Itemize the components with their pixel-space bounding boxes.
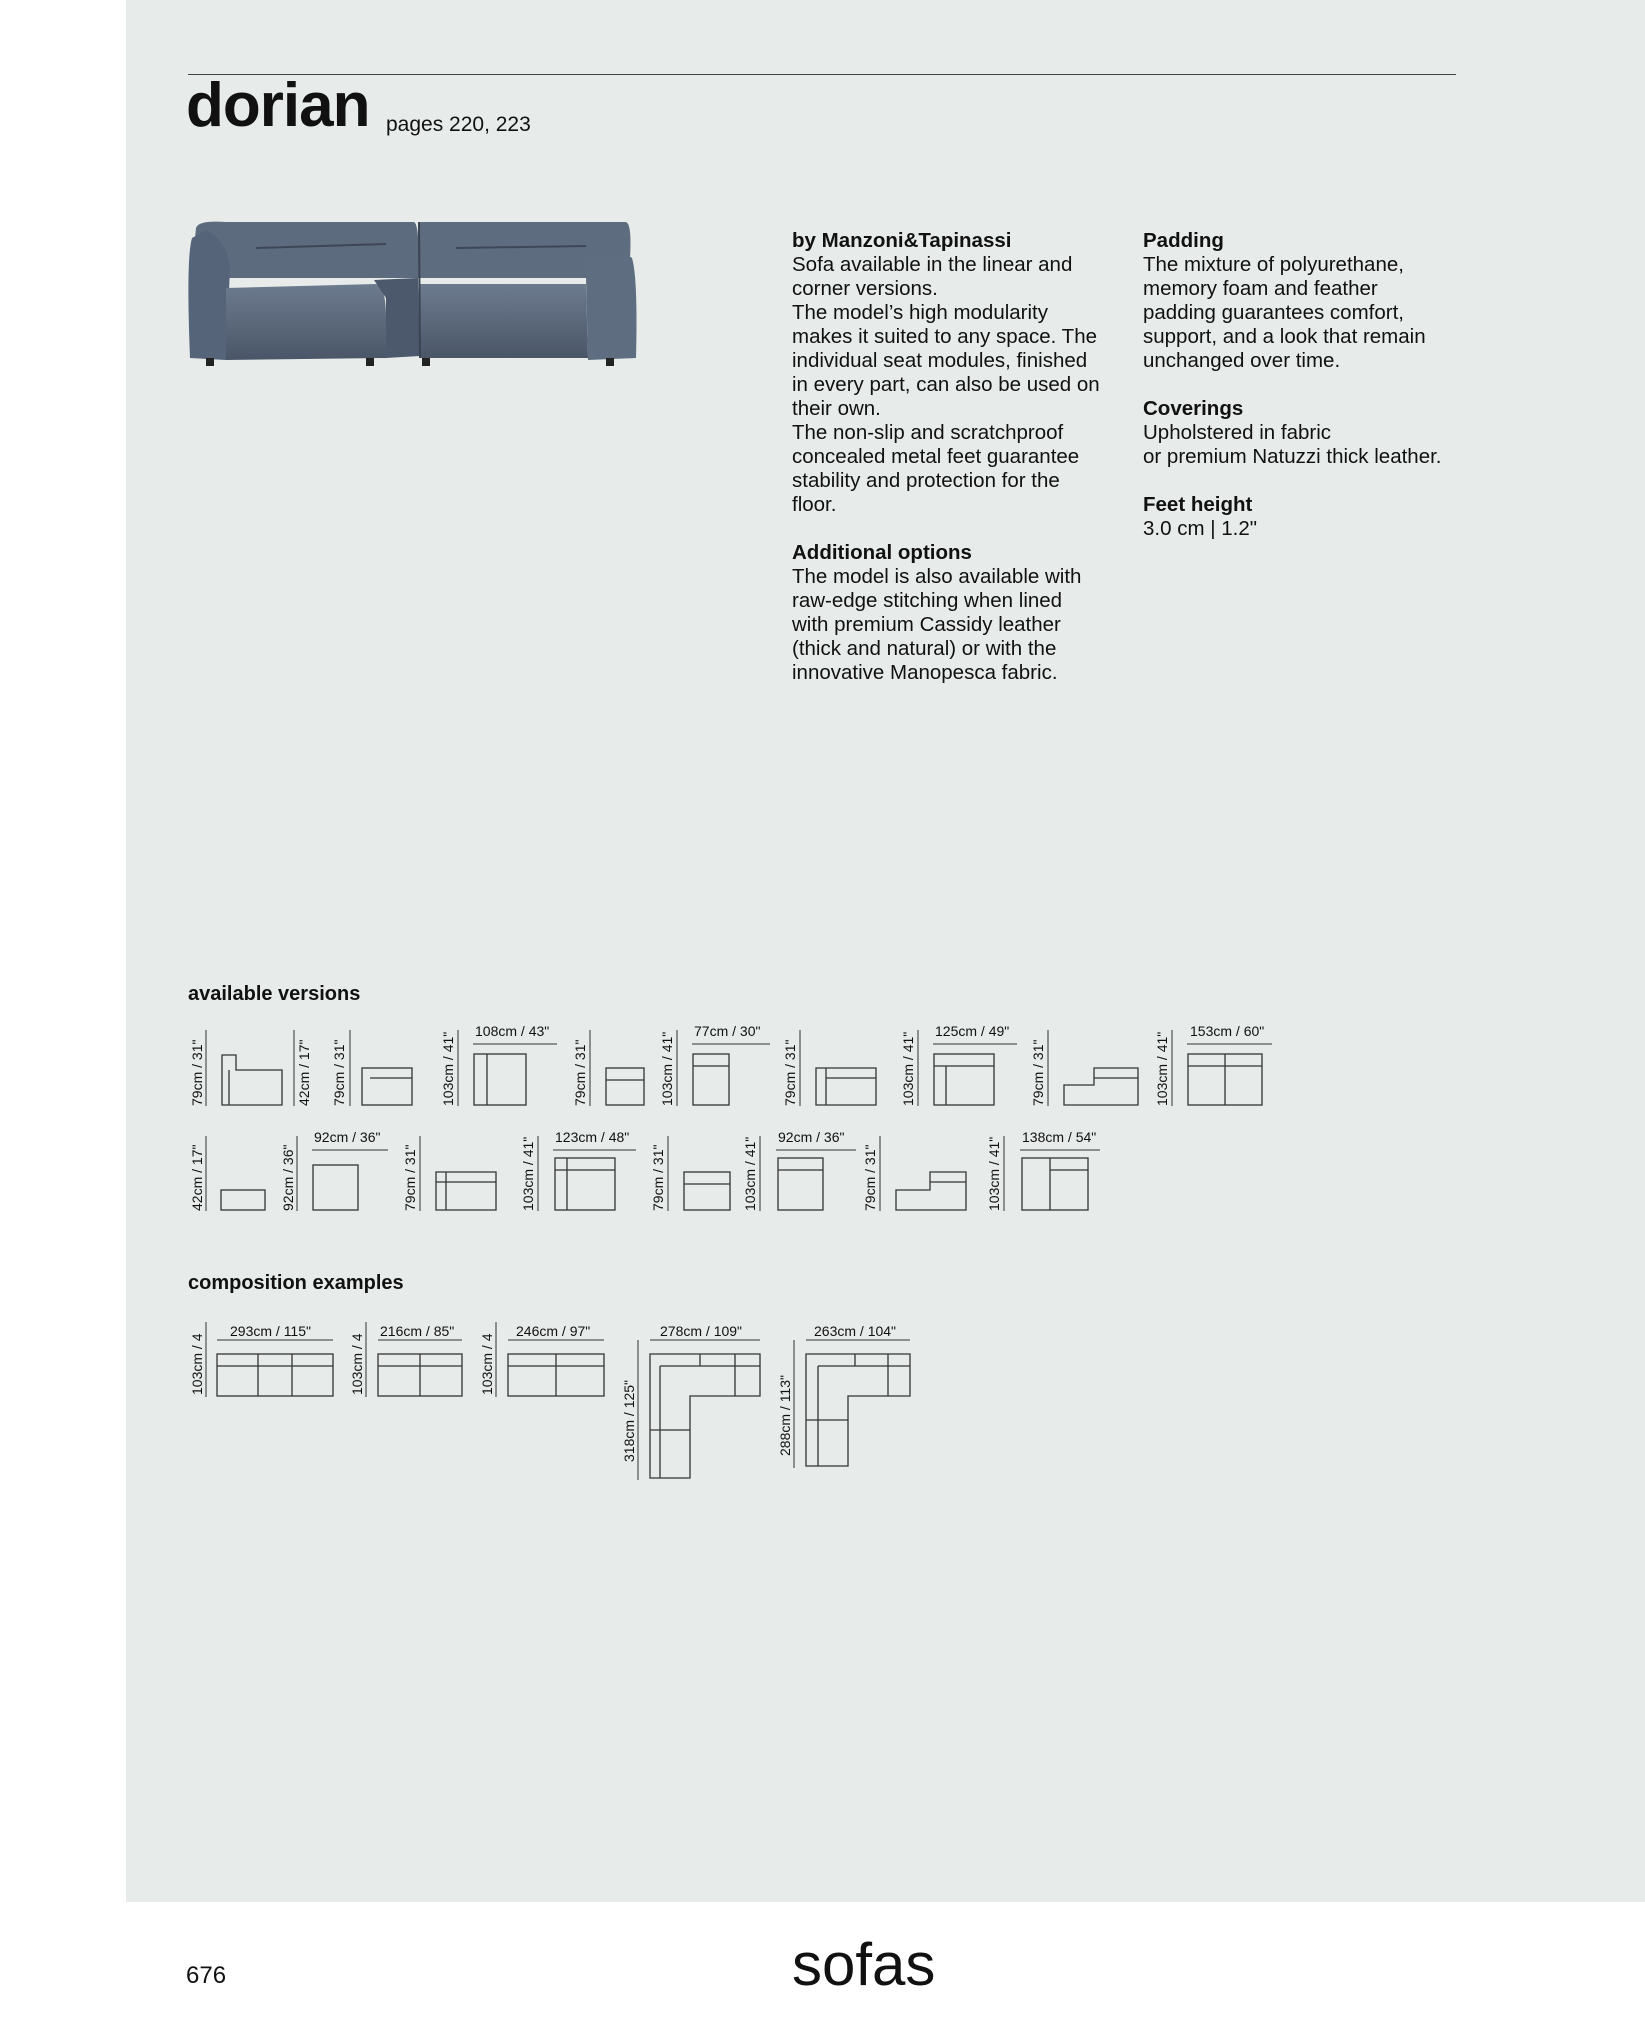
options-line: raw-edge stitching when lined [792,589,1063,612]
dimension-label: 79cm / 31" [331,1039,347,1106]
composition-drawing [650,1354,760,1478]
dimension-label: 79cm / 31" [189,1039,205,1106]
coverings-line: or premium Natuzzi thick leather. [1143,445,1442,468]
designer-credit: by Manzoni&Tapinassi [792,229,1012,252]
description-line: makes it suited to any space. The [792,325,1098,348]
dimension-label: 288cm / 113" [777,1375,793,1456]
dimension-label: 246cm / 97" [516,1323,591,1339]
feet-value: 3.0 cm | 1.2" [1143,517,1258,540]
dimension-label: 103cm / 4 [189,1333,205,1395]
dimension-label: 42cm / 17" [189,1144,205,1211]
options-line: innovative Manopesca fabric. [792,661,1058,684]
module-drawing [1188,1054,1262,1105]
composition-drawing [217,1354,333,1396]
dimension-label: 125cm / 49" [935,1023,1010,1039]
module-drawing [1064,1068,1138,1105]
module-drawing [606,1068,644,1105]
description-line: in every part, can also be used on [792,373,1100,396]
dimension-label: 103cm / 41" [986,1136,1002,1211]
page-title: dorian [186,71,370,140]
options-heading: Additional options [792,541,972,564]
options-line: (thick and natural) or with the [792,637,1057,660]
module-drawing [221,1190,265,1210]
padding-line: support, and a look that remain [1143,325,1426,348]
description-line: floor. [792,493,837,516]
dimension-label: 103cm / 41" [520,1136,536,1211]
dimension-label: 138cm / 54" [1022,1129,1097,1145]
padding-heading: Padding [1143,229,1224,252]
dimension-label: 79cm / 31" [782,1039,798,1106]
dimension-label: 103cm / 41" [440,1031,456,1106]
description-line: The model’s high modularity [792,301,1048,324]
dimension-label: 103cm / 41" [742,1136,758,1211]
padding-line: memory foam and feather [1143,277,1378,300]
section-title: sofas [792,1931,936,1998]
dimension-label: 79cm / 31" [862,1144,878,1211]
dimension-label: 92cm / 36" [280,1144,296,1211]
dimension-label: 123cm / 48" [555,1129,630,1145]
dimension-label: 278cm / 109" [660,1323,743,1339]
module-drawing [816,1068,876,1105]
module-drawing [693,1054,729,1105]
options-line: The model is also available with [792,565,1082,588]
module-drawing [1022,1158,1088,1210]
module-drawing [555,1158,615,1210]
dimension-label: 79cm / 31" [572,1039,588,1106]
module-drawing [362,1068,412,1105]
dimension-label: 92cm / 36" [778,1129,845,1145]
module-drawing [474,1054,526,1105]
padding-line: unchanged over time. [1143,349,1341,372]
composition-drawing [508,1354,604,1396]
module-drawing [778,1158,823,1210]
dimension-label: 263cm / 104" [814,1323,897,1339]
padding-line: The mixture of polyurethane, [1143,253,1404,276]
coverings-line: Upholstered in fabric [1143,421,1332,444]
options-line: with premium Cassidy leather [792,613,1061,636]
composition-drawing [378,1354,462,1396]
module-drawing [684,1172,730,1210]
description-line: individual seat modules, finished [792,349,1088,372]
dimension-label: 79cm / 31" [1030,1039,1046,1106]
dimension-label: 77cm / 30" [694,1023,761,1039]
module-drawing [934,1054,994,1105]
dimension-label: 103cm / 41" [900,1031,916,1106]
description-line: stability and protection for the [792,469,1060,492]
module-drawing [436,1172,496,1210]
dimension-label: 92cm / 36" [314,1129,381,1145]
dimension-label: 79cm / 31" [402,1144,418,1211]
coverings-heading: Coverings [1143,397,1244,420]
module-drawing [313,1165,358,1210]
description-line: their own. [792,397,881,420]
dimension-label: 103cm / 4 [349,1333,365,1395]
page-reference: pages 220, 223 [386,113,531,136]
dimension-label: 216cm / 85" [380,1323,455,1339]
description-line: Sofa available in the linear and [792,253,1073,276]
dimension-label: 103cm / 41" [1154,1031,1170,1106]
description-line: The non-slip and scratchproof [792,421,1064,444]
dimension-label: 108cm / 43" [475,1023,550,1039]
module-drawing [222,1055,282,1105]
description-line: corner versions. [792,277,938,300]
description-line: concealed metal feet guarantee [792,445,1080,468]
padding-line: padding guarantees comfort, [1143,301,1404,324]
dimension-label: 42cm / 17" [296,1039,312,1106]
versions-heading: available versions [188,983,361,1005]
compositions-heading: composition examples [188,1272,404,1294]
dimension-label: 293cm / 115" [230,1323,311,1339]
feet-heading: Feet height [1143,493,1253,516]
dimension-label: 79cm / 31" [650,1144,666,1211]
composition-drawing [806,1354,910,1466]
page-number: 676 [186,1962,227,1989]
module-drawing [896,1172,966,1210]
dimension-label: 153cm / 60" [1190,1023,1265,1039]
dimension-label: 318cm / 125" [621,1379,637,1462]
dimension-label: 103cm / 4 [479,1333,495,1395]
dimension-label: 103cm / 41" [659,1031,675,1106]
